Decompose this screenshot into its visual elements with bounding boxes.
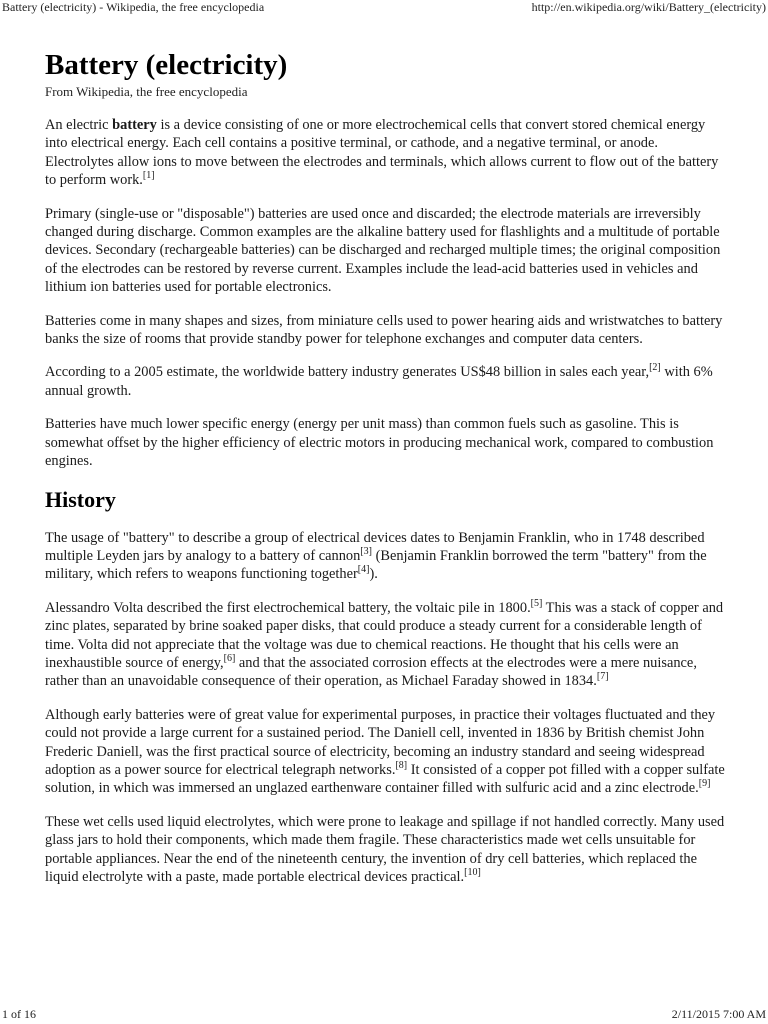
ref-3-link[interactable]: [3] bbox=[360, 546, 372, 558]
ref-10-link[interactable]: [10] bbox=[464, 867, 481, 879]
print-footer bbox=[2, 1006, 766, 1024]
ref-2-link[interactable]: [2] bbox=[649, 362, 661, 374]
h1-b: (Benjamin Franklin borrowed the term "battery" from the military, which refers to weapons functioning together bbox=[45, 547, 707, 583]
intro-paragraph-3: Batteries come in many shapes and sizes, from miniature cells used to power hearing aids and wristwatches to battery banks the size of rooms that provide standby power for telephone exchanges and computer data centers. bbox=[45, 312, 723, 348]
print-header bbox=[2, 0, 766, 16]
article-tagline: From Wikipedia, the free encyclopedia bbox=[45, 84, 248, 99]
page-count: 1 of 16 bbox=[2, 1007, 36, 1021]
ref-6-link[interactable]: [6] bbox=[223, 653, 236, 665]
p1-before: An electric bbox=[45, 117, 113, 133]
ref-1-link[interactable]: [1] bbox=[142, 170, 155, 182]
intro-paragraph-2: Primary (single-use or "disposable") batteries are used once and discarded; the electrode materials are irreversibly changed during discharge. Common examples are the alkaline battery used for flashlights and a multitude of portable devices. Secondary (rechargeable batteries) can be discharged and recharged multiple times; the original composition of the electrodes can be restored by reverse current. Examples include the lead-acid batteries used in vehicles and lithium ion batteries used for portable electronics. bbox=[45, 205, 721, 296]
page-url-header[interactable]: http://en.wikipedia.org/wiki/Battery_(electricity) bbox=[531, 0, 766, 14]
h2-a: Alessandro Volta described the first electrochemical battery, the voltaic pile in 1800. bbox=[45, 599, 531, 616]
ref-9-link[interactable]: [9] bbox=[698, 778, 711, 790]
article-content bbox=[45, 46, 725, 901]
h2-b: This was a stack of copper and zinc plates, separated by brine soaked paper disks, that could produce a steady current for a considerable length of time. Volta did not appreciate that the voltage was due to chemical reactions. He thought that his cells were an inexhaustible source of energy, bbox=[45, 599, 724, 671]
history-paragraph-3 bbox=[45, 706, 725, 798]
intro-paragraph-1 bbox=[45, 116, 725, 190]
h1-a: The usage of "battery" to describe a group of electrical devices dates to Benjamin Franklin, who in 1748 described multiple Leyden jars by analogy to a battery of cannon bbox=[45, 529, 705, 564]
history-paragraph-1 bbox=[45, 529, 725, 584]
ref-5-link[interactable]: [5] bbox=[530, 597, 543, 609]
p1-after: is a device consisting of one or more electrochemical cells that convert stored chemical energy into electrical energy. Each cell contains a positive terminal, or cathode, and a negative terminal, or anode. Electrolytes allow ions to move between the electrodes and terminals, which allows current to flow out of the battery to perform work. bbox=[45, 117, 719, 189]
print-datetime: 2/11/2015 7:00 AM bbox=[671, 1007, 766, 1021]
article-title: Battery (electricity) bbox=[45, 49, 288, 81]
h1-c: ). bbox=[369, 566, 378, 583]
history-paragraph-2 bbox=[45, 599, 725, 691]
p4-before: According to a 2005 estimate, the worldwide battery industry generates US$48 billion in sales each year, bbox=[45, 364, 650, 381]
history-paragraph-4 bbox=[45, 813, 725, 887]
page-title-header: Battery (electricity) - Wikipedia, the free encyclopedia bbox=[2, 0, 265, 14]
ref-8-link[interactable]: [8] bbox=[395, 760, 408, 772]
h3-a: Although early batteries were of great value for experimental purposes, in practice their voltages fluctuated and they could not provide a large current for a sustained period. The Daniell cell, invented in 1836 by British chemist John Frederic Daniell, was the first practical source of electricity, becoming an industry standard and seeing widespread adoption as a power source for electrical telegraph networks. bbox=[45, 706, 716, 778]
intro-paragraph-5: Batteries have much lower specific energy (energy per unit mass) than common fuels such as gasoline. This is somewhat offset by the higher efficiency of electric motors in producing mechanical work, compared to combustion engines. bbox=[45, 416, 714, 470]
ref-7-link[interactable]: [7] bbox=[596, 671, 609, 683]
h2-c: and that the associated corrosion effects at the electrodes were a mere nuisance, rather than an unavoidable consequence of their operation, as Michael Faraday showed in 1834. bbox=[45, 654, 697, 690]
p4-after: with 6% annual growth. bbox=[45, 364, 713, 399]
h4-a: These wet cells used liquid electrolytes, which were prone to leakage and spillage if not handled correctly. Many used glass jars to hold their components, which made them fragile. These characteristics made wet cells unsuitable for portable appliances. Near the end of the nineteenth century, the invention of dry cell batteries, which replaced the liquid electrolyte with a paste, made portable electrical devices practical. bbox=[45, 813, 725, 885]
intro-paragraph-4 bbox=[45, 363, 725, 400]
h3-b: It consisted of a copper pot filled with a copper sulfate solution, in which was immersed an unglazed earthenware container filled with sulfuric acid and a zinc electrode. bbox=[45, 761, 725, 797]
history-heading: History bbox=[45, 486, 116, 512]
battery-term[interactable]: battery bbox=[112, 117, 157, 133]
ref-4-link[interactable]: [4] bbox=[357, 564, 370, 576]
